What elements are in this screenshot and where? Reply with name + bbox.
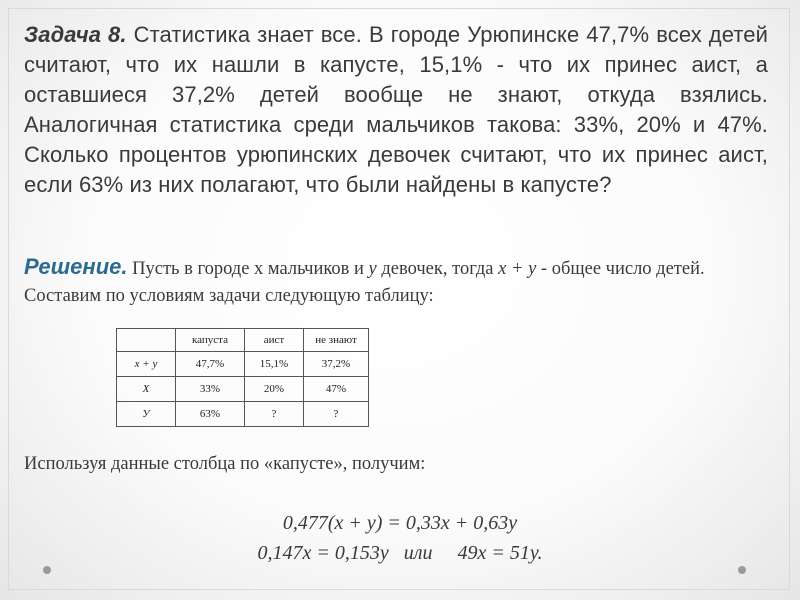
- table-cell: 20%: [245, 377, 304, 402]
- table-header-cell: [117, 329, 176, 352]
- solution-title: Решение.: [24, 254, 128, 279]
- table-cell: ?: [245, 402, 304, 427]
- table-row-label: Х: [117, 377, 176, 402]
- table-header-cell: аист: [245, 329, 304, 352]
- problem-statement: [24, 20, 768, 200]
- solution-text-1: Пусть в городе х мальчиков и: [127, 259, 369, 279]
- table-cell: 47%: [304, 377, 369, 402]
- table-header-cell: капуста: [176, 329, 245, 352]
- equation-1: 0,477(х + у) = 0,33х + 0,63у: [282, 512, 518, 534]
- table-cell: 33%: [176, 377, 245, 402]
- table-cell: 47,7%: [176, 352, 245, 377]
- solution-text-3: - общее число детей. Составим по условиям задачи следующую таблицу:: [24, 259, 705, 306]
- slide-nav-dot-left: [43, 566, 51, 574]
- table-row-label: х + у: [117, 352, 176, 377]
- table-row: [117, 377, 369, 402]
- solution-intro: [24, 253, 768, 310]
- table-row: [117, 352, 369, 377]
- slide-nav-dot-right: [738, 566, 746, 574]
- table-cell: ?: [304, 402, 369, 427]
- solution-var-xy: х + у: [498, 259, 537, 279]
- table-header-cell: не знают: [304, 329, 369, 352]
- problem-title: Задача 8.: [24, 22, 127, 47]
- table-cell: 15,1%: [245, 352, 304, 377]
- table-cell: 63%: [176, 402, 245, 427]
- statistics-table: [116, 328, 369, 427]
- using-column-text: Используя данные столбца по «капусте», получим:: [24, 454, 426, 474]
- equation-2: 0,147х = 0,153у или 49х = 51у.: [257, 542, 543, 564]
- table-row-label: У: [117, 402, 176, 427]
- problem-text: Статистика знает все. В городе Урюпинске 47,7% всех детей считают, что их нашли в капусте, 15,1% - что их принес аист, а оставшиеся 37,2% детей вообще не знают, откуда взялись. Аналогичная статистика среди мальчиков такова: 33%, 20% и 47%. Сколько процентов урюпинских девочек считают, что их принес аист, если 63% из них полагают, что были найдены в капусте?: [24, 22, 769, 197]
- table-header-row: [117, 329, 369, 352]
- table-cell: 37,2%: [304, 352, 369, 377]
- solution-text-2: девочек, тогда: [376, 259, 499, 279]
- table-row: [117, 402, 369, 427]
- solution-var-y: у: [368, 259, 377, 279]
